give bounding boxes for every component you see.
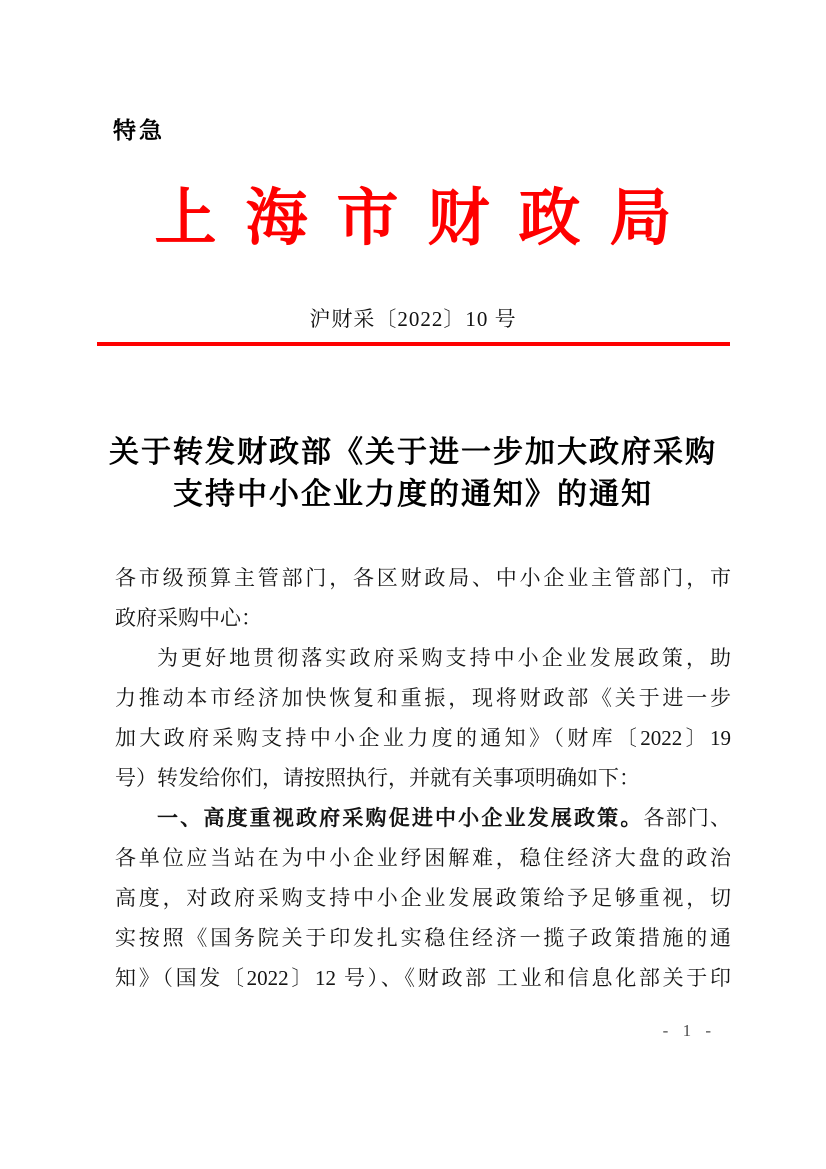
section-1-line-4: 实按照《国务院关于印发扎实稳住经济一揽子政策措施的通 — [115, 926, 731, 950]
section-1-heading-line — [115, 798, 731, 838]
paragraph-1-line-2: 力推动本市经济加快恢复和重振，现将财政部《关于进一步 — [115, 686, 731, 710]
section-1-line-2: 各单位应当站在为中小企业纾困解难，稳住经济大盘的政治 — [115, 846, 731, 870]
page-number: - 1 - — [662, 1021, 716, 1040]
urgency-label: 特急 — [113, 117, 165, 143]
document-title-line-2: 支持中小企业力度的通知》的通知 — [173, 478, 653, 511]
section-1-line-3: 高度，对政府采购支持中小企业发展政策给予足够重视，切 — [115, 886, 731, 910]
salutation-line-2: 政府采购中心： — [115, 606, 262, 630]
document-title-line-1: 关于转发财政部《关于进一步加大政府采购 — [109, 436, 717, 469]
section-1-heading-rest: 各部门、 — [643, 806, 731, 830]
section-1-heading-bold: 一、高度重视政府采购促进中小企业发展政策。 — [157, 806, 644, 830]
paragraph-1-line-3: 加大政府采购支持中小企业力度的通知》（财库〔2022〕19 — [115, 726, 731, 750]
salutation-line-1: 各市级预算主管部门，各区财政局、中小企业主管部门，市 — [115, 566, 731, 590]
red-separator-line — [97, 342, 730, 346]
document-body — [115, 558, 731, 998]
paragraph-1-line-4: 号）转发给你们，请按照执行，并就有关事项明确如下： — [115, 766, 640, 790]
document-title — [0, 432, 826, 516]
paragraph-1-line-1: 为更好地贯彻落实政府采购支持中小企业发展政策，助 — [157, 646, 731, 670]
document-number: 沪财采〔2022〕10 号 — [309, 307, 517, 331]
agency-masthead: 上海市财政局 — [154, 185, 701, 253]
section-1-line-5: 知》（国发〔2022〕12 号）、《财政部 工业和信息化部关于印 — [115, 966, 731, 990]
